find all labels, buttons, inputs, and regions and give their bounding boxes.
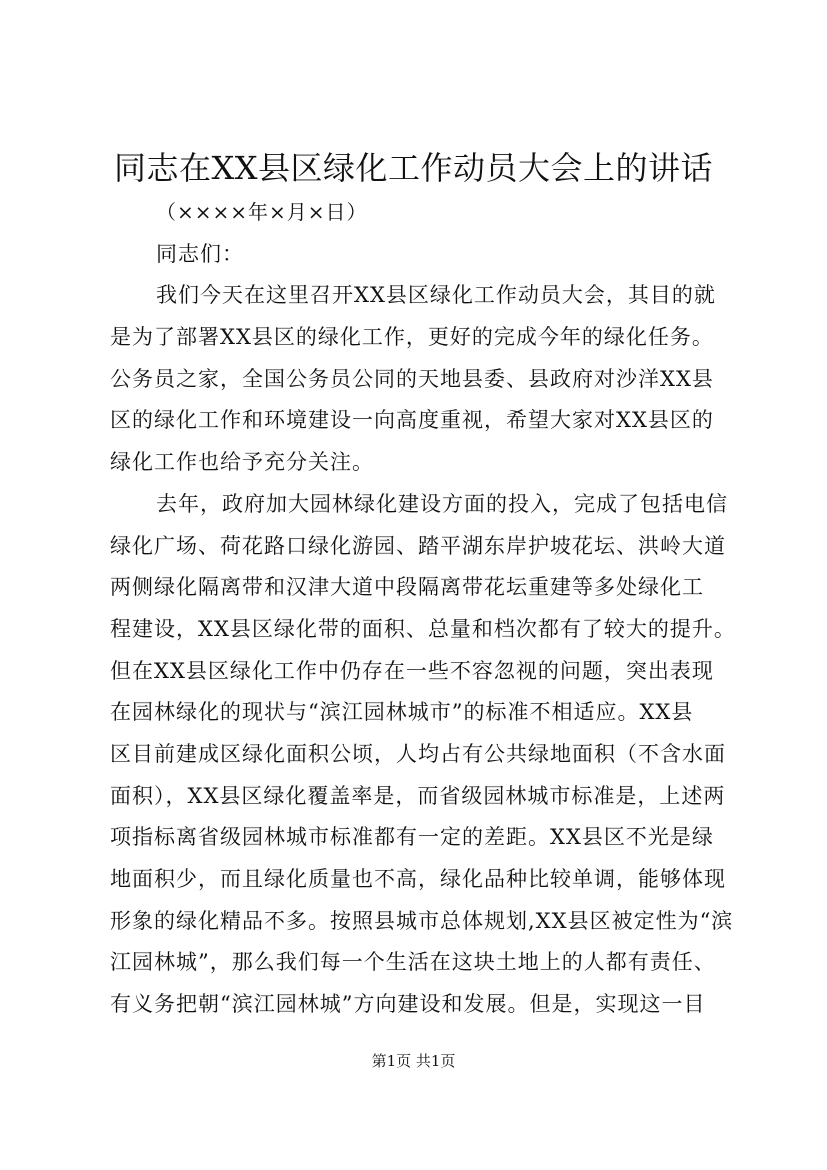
text-line: 地面积少，而且绿化质量也不高，绿化品种比较单调，能够体现 (110, 867, 726, 891)
salutation: 同志们： (156, 241, 244, 266)
document-body (110, 192, 736, 1026)
text-line: 我们今天在这里召开XX县区绿化工作动员大会，其目的就 (156, 283, 716, 308)
text-line: 区目前建成区绿化面积公顷，人均占有公共绿地面积（不含水面 (110, 741, 726, 766)
text-line: 程建设，XX县区绿化带的面积、总量和档次都有了较大的提升。 (110, 616, 736, 641)
text-line: 区的绿化工作和环境建设一向高度重视，希望大家对XX县区的 (110, 408, 714, 433)
text-line: 项指标离省级园林城市标准都有一定的差距。XX县区不光是绿 (110, 825, 714, 850)
text-line: 绿化广场、荷花路口绿化游园、踏平湖东岸护坡花坛、洪岭大道 (110, 533, 726, 558)
text-line: 绿化工作也给予充分关注。 (110, 450, 374, 475)
text-line: 有义务把朝“滨江园林城”方向建设和发展。但是，实现这一目 (110, 992, 706, 1017)
text-line: 两侧绿化隔离带和汉津大道中段隔离带花坛重建等多处绿化工 (110, 575, 704, 600)
paragraph-lines (110, 275, 736, 1025)
date-line: （××××年×月×日） (156, 200, 368, 224)
text-line: 江园林城”，那么我们每一个生活在这块土地上的人都有责任、 (110, 950, 716, 975)
page-footer: 第1页 共1页 (371, 1052, 456, 1070)
text-line: 但在XX县区绿化工作中仍存在一些不容忽视的问题，突出表现 (110, 658, 714, 683)
text-line: 去年，政府加大园林绿化建设方面的投入，完成了包括电信 (156, 491, 728, 516)
text-line: 公务员之家，全国公务员公同的天地县委、县政府对沙洋XX县 (110, 366, 714, 391)
text-line: 在园林绿化的现状与“滨江园林城市”的标准不相适应。XX县 (110, 700, 694, 725)
text-line: 面积），XX县区绿化覆盖率是，而省级园林城市标准是，上述两 (110, 783, 726, 808)
text-line: 是为了部署XX县区的绿化工作，更好的完成今年的绿化任务。 (110, 325, 714, 350)
text-line: 形象的绿化精品不多。按照县城市总体规划,XX县区被定性为“滨 (110, 908, 734, 933)
document-title: 同志在XX县区绿化工作动员大会上的讲话 (113, 149, 714, 187)
